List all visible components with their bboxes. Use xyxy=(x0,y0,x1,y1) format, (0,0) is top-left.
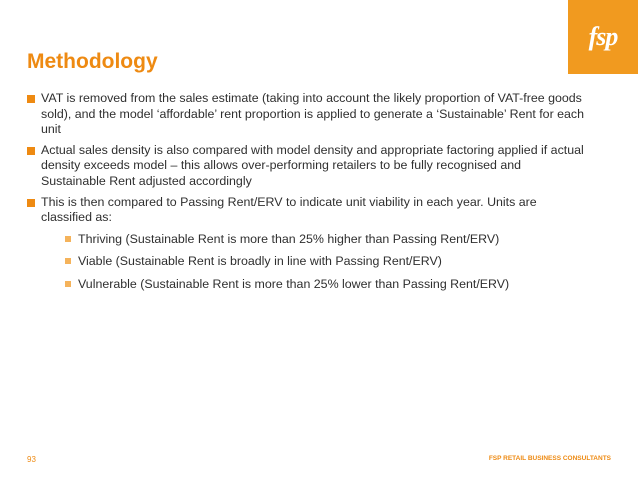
bullet-text: This is then compared to Passing Rent/ERV to indicate unit viability in each year. Units are classified as: xyxy=(41,194,537,225)
square-bullet-icon xyxy=(27,95,35,103)
sub-bullet-thriving xyxy=(65,232,587,248)
fsp-logo xyxy=(568,0,638,74)
small-square-bullet-icon xyxy=(65,258,71,264)
bullet-item-vat xyxy=(27,91,587,138)
square-bullet-icon xyxy=(27,147,35,155)
bullet-text: Actual sales density is also compared with model density and appropriate factoring applied if actual density exceeds model – this allows over-performing retailers to be fully recognised and Sustainable Rent adjusted accordingly xyxy=(41,142,584,188)
slide-content xyxy=(27,91,587,300)
sub-bullet-viable xyxy=(65,254,587,270)
sub-bullet-text: Viable (Sustainable Rent is broadly in line with Passing Rent/ERV) xyxy=(78,254,442,269)
sub-bullet-vulnerable xyxy=(65,277,587,293)
square-bullet-icon xyxy=(27,199,35,207)
footer-brand: FSP RETAIL BUSINESS CONSULTANTS xyxy=(488,455,611,462)
logo-text: fsp xyxy=(588,22,618,51)
sub-bullet-text: Thriving (Sustainable Rent is more than 25% higher than Passing Rent/ERV) xyxy=(78,231,500,246)
slide-title: Methodology xyxy=(27,50,158,73)
sub-bullet-text: Vulnerable (Sustainable Rent is more than 25% lower than Passing Rent/ERV) xyxy=(78,276,510,291)
small-square-bullet-icon xyxy=(65,236,71,242)
bullet-item-sales-density xyxy=(27,143,587,190)
page-number: 93 xyxy=(27,455,36,464)
bullet-text: VAT is removed from the sales estimate (taking into account the likely proportion of VAT-free goods sold), and the model ‘affordable’ rent proportion is applied to generate a ‘Sustainable’ Rent for each unit xyxy=(41,91,585,137)
bullet-item-comparison xyxy=(27,195,587,293)
small-square-bullet-icon xyxy=(65,281,71,287)
classification-list xyxy=(41,232,587,293)
